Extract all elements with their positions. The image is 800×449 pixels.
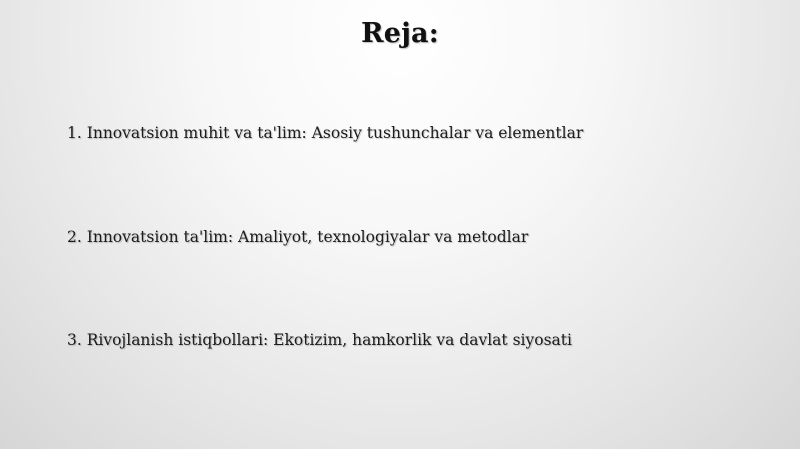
agenda-item: 3. Rivojlanish istiqbollari: Ekotizim, hamkorlik va davlat siyosati [67,331,572,349]
agenda-item: 2. Innovatsion ta'lim: Amaliyot, texnologiyalar va metodlar [67,228,529,246]
slide-title: Reja: [361,18,439,49]
agenda-item: 1. Innovatsion muhit va ta'lim: Asosiy tushunchalar va elementlar [67,124,584,142]
